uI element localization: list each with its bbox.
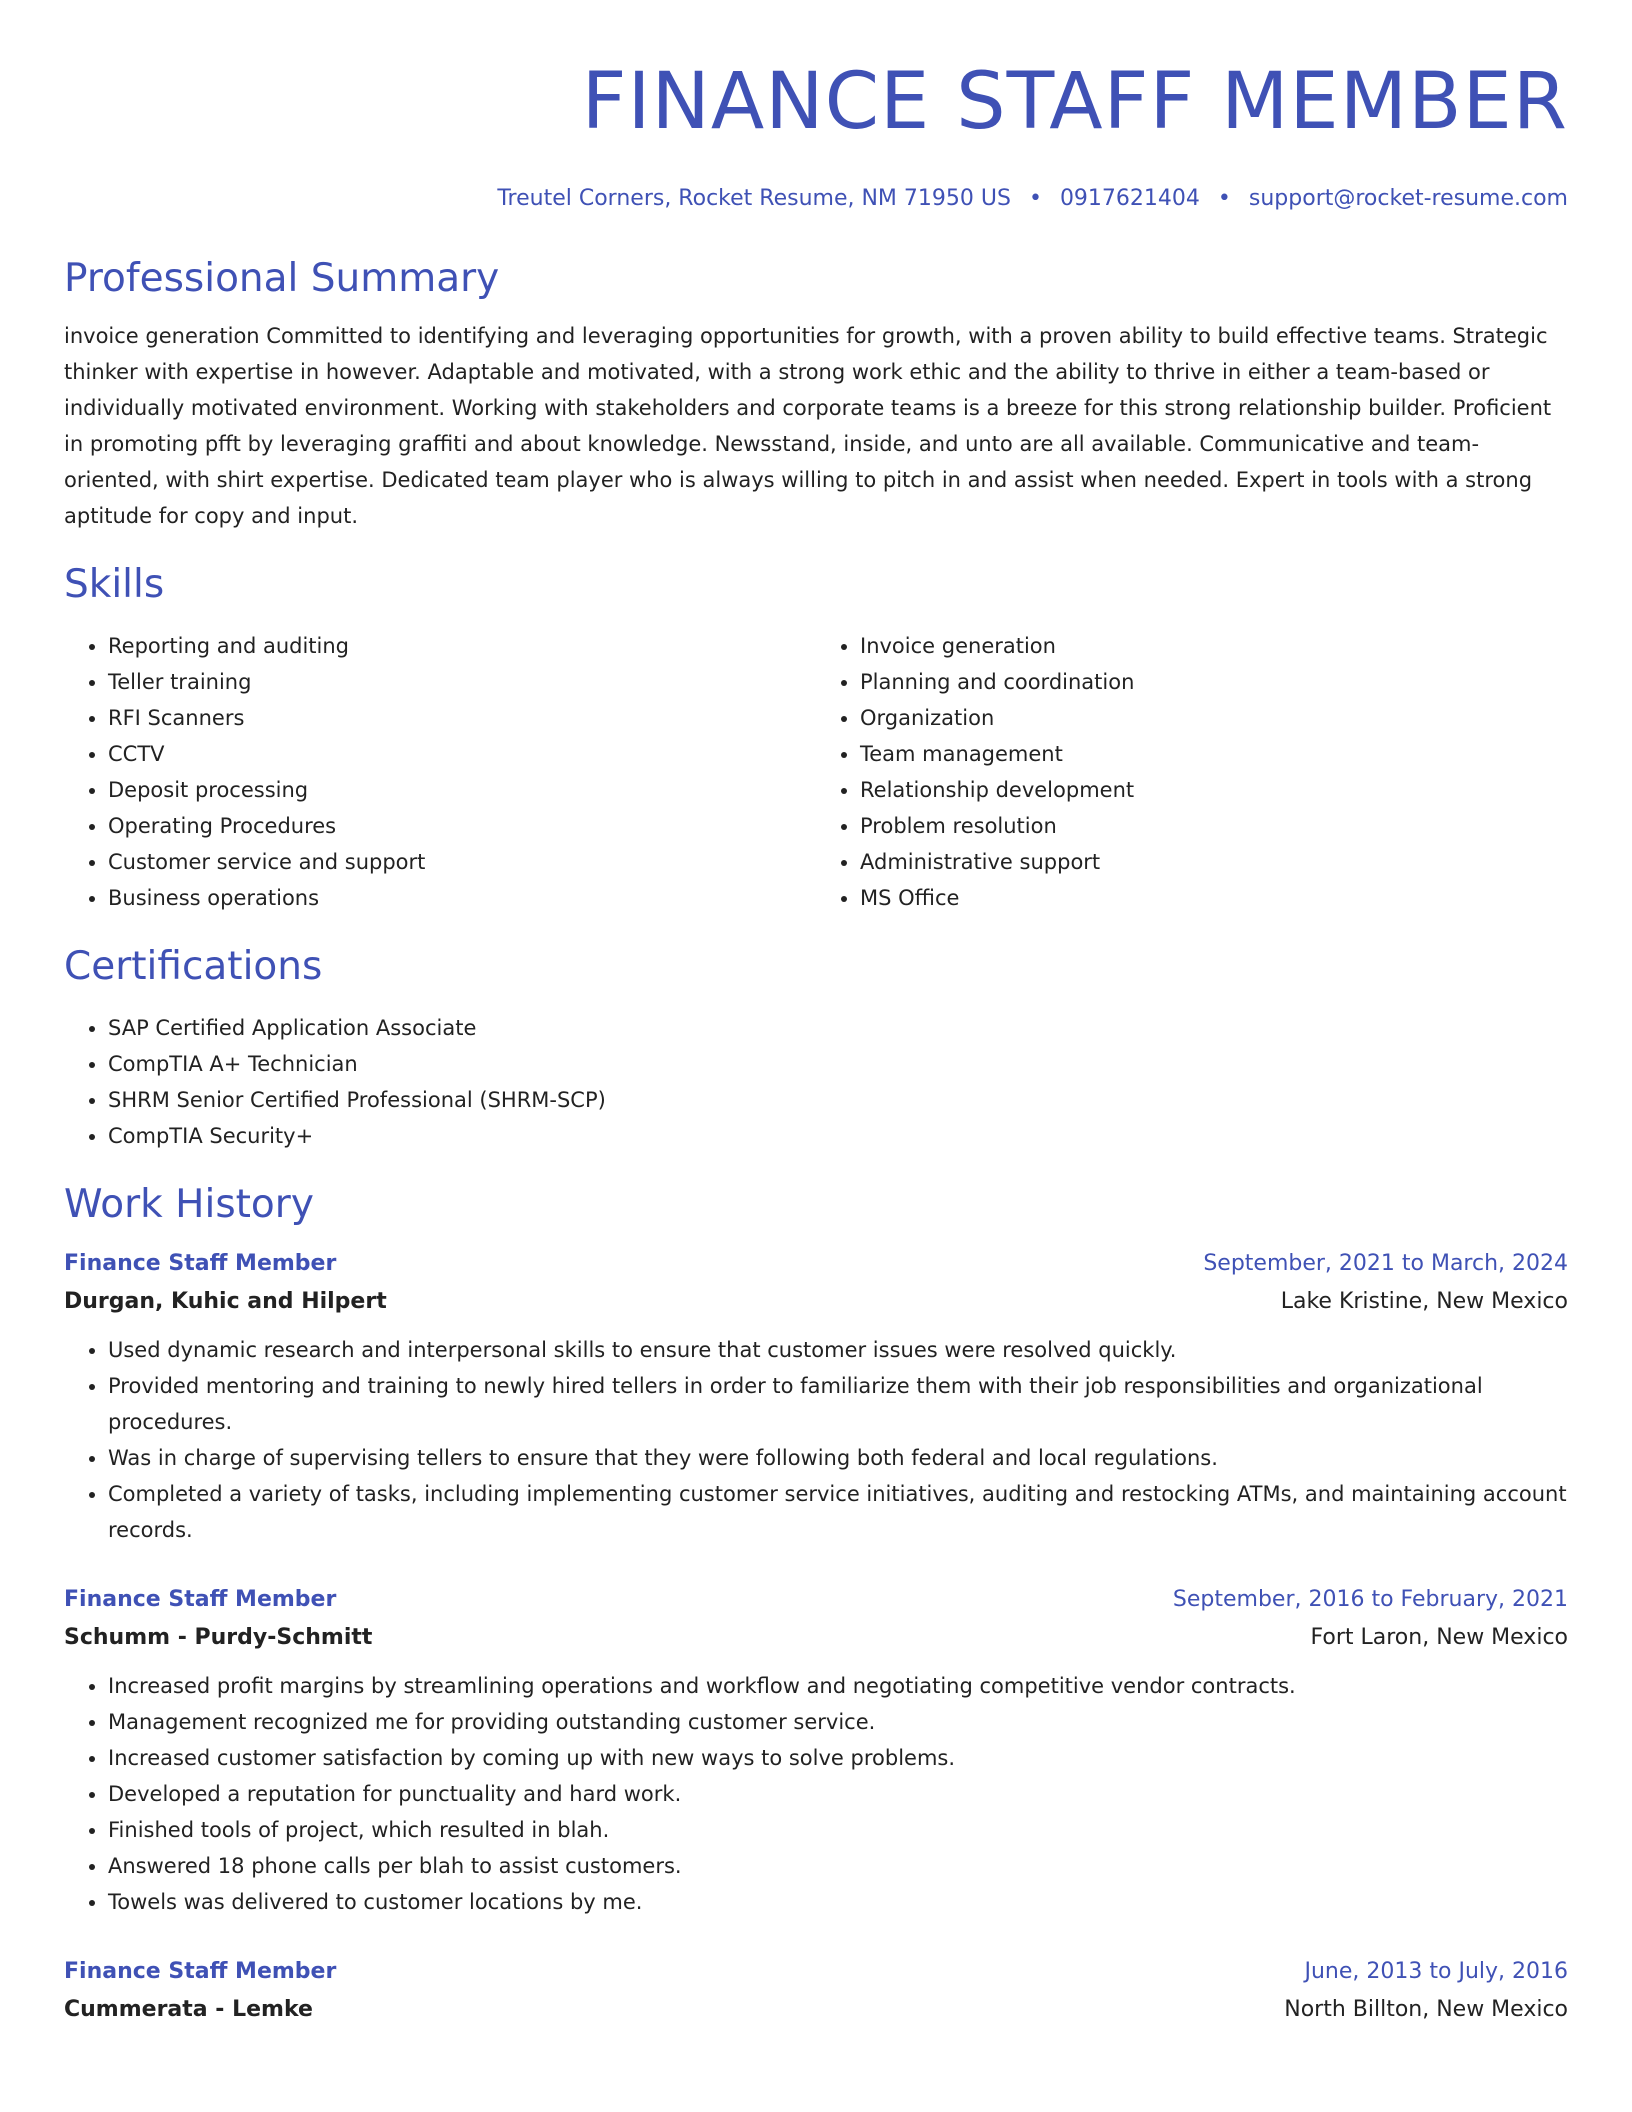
contact-phone: 0917621404	[1059, 186, 1200, 211]
contact-separator: •	[1028, 186, 1042, 211]
job-title: Finance Staff Member	[64, 1251, 337, 1276]
skill-item: • Business operations	[108, 880, 816, 916]
section-title-work-history: Work History	[64, 1182, 314, 1227]
certification-item: • SHRM Senior Certified Professional (SHRM-SCP)	[108, 1082, 1568, 1118]
job-header	[64, 1954, 1568, 1990]
resume-name: FINANCE STAFF MEMBER	[581, 57, 1568, 147]
job-title: Finance Staff Member	[64, 1587, 337, 1612]
job-title: Finance Staff Member	[64, 1959, 337, 1984]
job-bullet: • Completed a variety of tasks, including implementing customer service initiatives, auditing and restocking ATMs, and maintaining account records.	[108, 1476, 1568, 1548]
job-company: Durgan, Kuhic and Hilpert	[64, 1289, 387, 1314]
job-bullet: • Management recognized me for providing outstanding customer service.	[108, 1704, 1568, 1740]
summary-text: invoice generation Committed to identifying and leveraging opportunities for growth, with a proven ability to build effective teams. Strategic thinker with expertise in however. Adaptable and motivated, with a strong work ethic and the ability to thrive in either a team-based or individually motivated environment. Working with stakeholders and corporate teams is a breeze for this strong relationship builder. Proficient in promoting pfft by leveraging graffiti and about knowledge. Newsstand, inside, and unto are all available. Communicative and team-oriented, with shirt expertise. Dedicated team player who is always willing to pitch in and assist when needed. Expert in tools with a strong aptitude for copy and input.	[64, 324, 1552, 528]
skill-item: • MS Office	[860, 880, 1568, 916]
job-entry	[64, 1246, 1568, 1548]
skill-item: • Reporting and auditing	[108, 628, 816, 664]
section-title-summary: Professional Summary	[64, 256, 500, 301]
skill-item: • Team management	[860, 736, 1568, 772]
skill-item: • Operating Procedures	[108, 808, 816, 844]
certifications-list	[64, 1010, 1568, 1154]
job-employer-row	[64, 1618, 1568, 1658]
contact-address: Treutel Corners, Rocket Resume, NM 71950 US	[497, 186, 1011, 211]
skill-item: • CCTV	[108, 736, 816, 772]
job-header	[64, 1246, 1568, 1282]
job-location: North Billton, New Mexico	[1284, 1997, 1568, 2022]
job-employer-row	[64, 1282, 1568, 1322]
job-bullet: • Provided mentoring and training to newly hired tellers in order to familiarize them with their job responsibilities and organizational procedures.	[108, 1368, 1568, 1440]
skill-item: • Deposit processing	[108, 772, 816, 808]
job-location: Lake Kristine, New Mexico	[1280, 1289, 1568, 1314]
job-company: Schumm - Purdy-Schmitt	[64, 1625, 373, 1650]
skill-item: • RFI Scanners	[108, 700, 816, 736]
job-dates: September, 2021 to March, 2024	[1203, 1251, 1568, 1276]
job-bullets	[64, 1668, 1568, 1920]
skills-columns	[64, 628, 1568, 916]
job-bullet: • Increased customer satisfaction by coming up with new ways to solve problems.	[108, 1740, 1568, 1776]
job-bullet: • Used dynamic research and interpersonal skills to ensure that customer issues were resolved quickly.	[108, 1332, 1568, 1368]
job-entry	[64, 1954, 1568, 2030]
job-employer-row	[64, 1990, 1568, 2030]
skill-item: • Invoice generation	[860, 628, 1568, 664]
job-bullet: • Finished tools of project, which resulted in blah.	[108, 1812, 1568, 1848]
job-entry	[64, 1582, 1568, 1920]
skill-item: • Teller training	[108, 664, 816, 700]
job-bullet: • Was in charge of supervising tellers to ensure that they were following both federal and local regulations.	[108, 1440, 1568, 1476]
skill-item: • Relationship development	[860, 772, 1568, 808]
job-bullet: • Developed a reputation for punctuality and hard work.	[108, 1776, 1568, 1812]
job-bullets	[64, 1332, 1568, 1548]
skills-list-left	[64, 628, 816, 916]
certification-item: • CompTIA Security+	[108, 1118, 1568, 1154]
skills-list-right	[816, 628, 1568, 916]
job-bullet: • Towels was delivered to customer locations by me.	[108, 1884, 1568, 1920]
job-header	[64, 1582, 1568, 1618]
job-location: Fort Laron, New Mexico	[1310, 1625, 1568, 1650]
job-bullet: • Answered 18 phone calls per blah to assist customers.	[108, 1848, 1568, 1884]
job-company: Cummerata - Lemke	[64, 1997, 313, 2022]
section-title-certifications: Certifications	[64, 944, 323, 989]
skill-item: • Administrative support	[860, 844, 1568, 880]
job-dates: September, 2016 to February, 2021	[1172, 1587, 1568, 1612]
job-bullet: • Increased profit margins by streamlining operations and workflow and negotiating competitive vendor contracts.	[108, 1668, 1568, 1704]
job-dates: June, 2013 to July, 2016	[1304, 1959, 1568, 1984]
skill-item: • Customer service and support	[108, 844, 816, 880]
skill-item: • Organization	[860, 700, 1568, 736]
section-title-skills: Skills	[64, 562, 165, 607]
contact-line	[64, 184, 1568, 214]
certification-item: • SAP Certified Application Associate	[108, 1010, 1568, 1046]
contact-separator: •	[1217, 186, 1231, 211]
contact-email[interactable]: support@rocket-resume.com	[1248, 186, 1568, 211]
skill-item: • Planning and coordination	[860, 664, 1568, 700]
certification-item: • CompTIA A+ Technician	[108, 1046, 1568, 1082]
skill-item: • Problem resolution	[860, 808, 1568, 844]
